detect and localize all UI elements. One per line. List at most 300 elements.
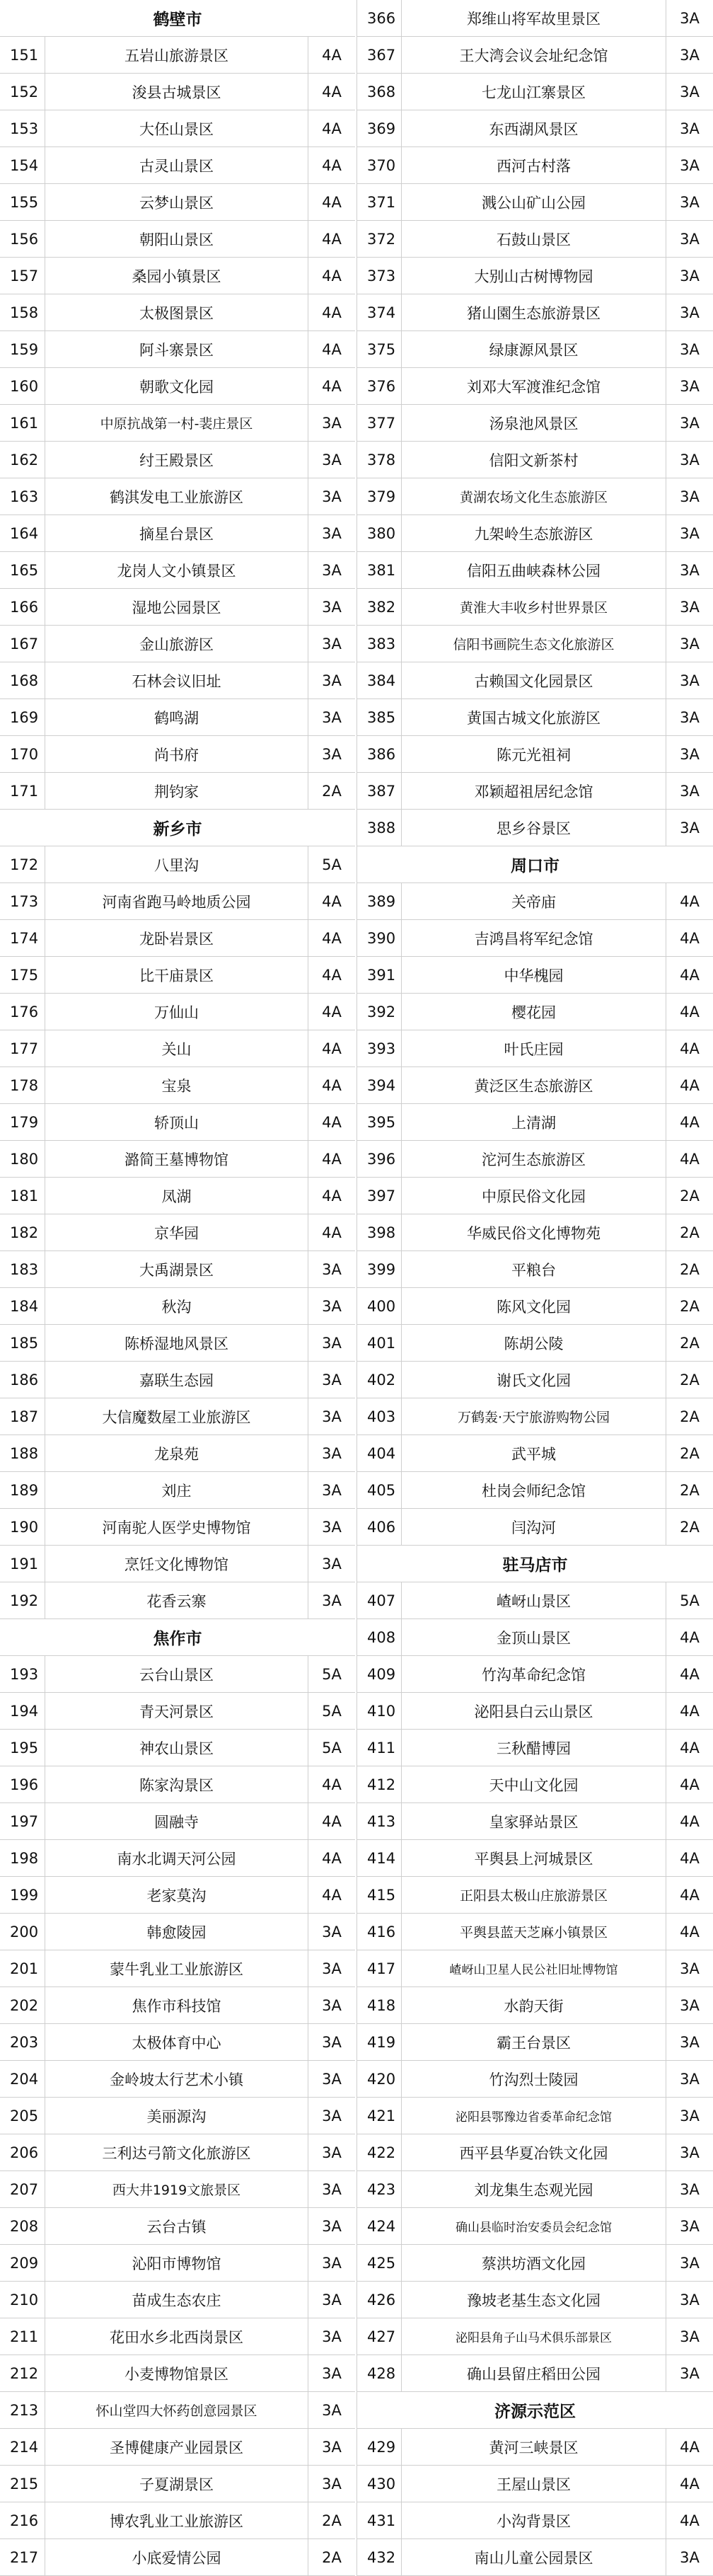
table-row: [0, 1362, 355, 1398]
table-row: [356, 773, 713, 810]
rating-level: 3A: [680, 2070, 700, 2088]
row-number: 385: [356, 699, 402, 735]
scenic-spot-name: 摘星台景区: [45, 515, 308, 551]
rating-level: 4A: [322, 1187, 342, 1204]
table-row: [0, 1214, 355, 1251]
row-number: 377: [356, 405, 402, 441]
rating-level: 3A: [680, 524, 700, 542]
row-number: 423: [356, 2171, 402, 2207]
scenic-spot-name: 万鹤轰·天宁旅游购物公园: [402, 1398, 666, 1434]
scenic-spot-name: 老家莫沟: [45, 1877, 308, 1913]
scenic-spot-name: 大禹湖景区: [45, 1251, 308, 1287]
row-number: 387: [356, 773, 402, 809]
scenic-spot-name: 黄湖农场文化生态旅游区: [402, 478, 666, 514]
scenic-spot-name: 鹤鸣湖: [45, 699, 308, 735]
region-header: [0, 1619, 355, 1656]
table-row: [0, 626, 355, 662]
scenic-spot-name: 东西湖风景区: [402, 110, 666, 146]
rating-level: 5A: [680, 1592, 700, 1609]
table-row: [356, 2061, 713, 2098]
scenic-spot-name: 中华槐园: [402, 957, 666, 993]
scenic-spot-name: 云梦山景区: [45, 184, 308, 220]
scenic-spot-name: 关帝庙: [402, 883, 666, 919]
rating-level: 4A: [322, 156, 342, 174]
scenic-spot-name: 思乡谷景区: [402, 810, 666, 846]
table-row: [356, 147, 713, 184]
table-row: [356, 589, 713, 626]
table-row: [356, 405, 713, 442]
rating-level: 3A: [680, 782, 700, 800]
table-row: [0, 515, 355, 552]
table-row: [0, 2318, 355, 2355]
row-number: 154: [0, 147, 45, 183]
row-number: 204: [0, 2061, 45, 2097]
scenic-spot-name: 嵖岈山卫星人民公社旧址博物馆: [402, 1950, 666, 1986]
row-number: 368: [356, 74, 402, 110]
row-number: 173: [0, 883, 45, 919]
scenic-spot-name: 溅公山矿山公园: [402, 184, 666, 220]
scenic-spot-name: 泌阳县白云山景区: [402, 1693, 666, 1729]
row-number: 153: [0, 110, 45, 146]
rating-level: 3A: [322, 2438, 342, 2456]
table-row: [0, 1546, 355, 1582]
rating-level: 4A: [322, 929, 342, 947]
table-row: [356, 2282, 713, 2318]
table-row: [356, 2208, 713, 2245]
row-number: 375: [356, 331, 402, 367]
row-number: 184: [0, 1288, 45, 1324]
row-number: 169: [0, 699, 45, 735]
row-number: 202: [0, 1987, 45, 2023]
scenic-spot-name: 河南省跑马岭地质公园: [45, 883, 308, 919]
row-number: 408: [356, 1619, 402, 1655]
table-row: [0, 699, 355, 736]
rating-level: 3A: [680, 2144, 700, 2161]
region-header: [356, 1546, 713, 1582]
rating-level: 4A: [322, 892, 342, 910]
table-row: [356, 662, 713, 699]
table-row: [0, 331, 355, 368]
row-number: 159: [0, 331, 45, 367]
table-row: [356, 1030, 713, 1067]
rating-level: 4A: [680, 2512, 700, 2529]
scenic-spot-name: 西平县华夏冶铁文化园: [402, 2134, 666, 2170]
table-row: [0, 662, 355, 699]
table-row: [356, 1251, 713, 1288]
table-row: [356, 1656, 713, 1693]
rating-level: 2A: [680, 1187, 700, 1204]
row-number: 373: [356, 258, 402, 294]
table-row: [0, 2098, 355, 2134]
rating-level: 4A: [680, 1150, 700, 1168]
rating-level: 4A: [680, 1628, 700, 1646]
row-number: 186: [0, 1362, 45, 1398]
row-number: 183: [0, 1251, 45, 1287]
table-row: [0, 1435, 355, 1472]
table-row: [356, 1214, 713, 1251]
table-row: [0, 1067, 355, 1104]
row-number: 418: [356, 1987, 402, 2023]
scenic-spot-name: 蒙牛乳业工业旅游区: [45, 1950, 308, 1986]
table-row: [0, 1251, 355, 1288]
rating-level: 4A: [322, 83, 342, 100]
scenic-spot-name: 郑维山将军故里景区: [402, 0, 666, 36]
rating-level: 3A: [322, 2107, 342, 2124]
row-number: 395: [356, 1104, 402, 1140]
row-number: 384: [356, 662, 402, 698]
row-number: 207: [0, 2171, 45, 2207]
scenic-spot-name: 叶氏庄园: [402, 1030, 666, 1066]
rating-level: 2A: [680, 1444, 700, 1462]
row-number: 430: [356, 2466, 402, 2502]
rating-level: 4A: [680, 929, 700, 947]
scenic-spot-name: 沁阳市博物馆: [45, 2245, 308, 2281]
scenic-spot-name: 博农乳业工业旅游区: [45, 2502, 308, 2538]
row-number: 403: [356, 1398, 402, 1434]
table-row: [356, 1877, 713, 1914]
rating-level: 2A: [322, 2548, 342, 2566]
row-number: 400: [356, 1288, 402, 1324]
scenic-spot-name: 纣王殿景区: [45, 442, 308, 478]
row-number: 155: [0, 184, 45, 220]
scenic-spot-name: 花香云寨: [45, 1582, 308, 1618]
scenic-spot-name: 闫沟河: [402, 1509, 666, 1545]
table-row: [356, 1766, 713, 1803]
row-number: 413: [356, 1803, 402, 1839]
scenic-spot-name: 子夏湖景区: [45, 2466, 308, 2502]
rating-level: 4A: [680, 1776, 700, 1793]
table-row: [356, 1141, 713, 1178]
table-row: [0, 2061, 355, 2098]
scenic-spot-name: 蔡洪坊酒文化园: [402, 2245, 666, 2281]
scenic-spot-name: 中原民俗文化园: [402, 1178, 666, 1214]
scenic-spot-name: 陈桥湿地风景区: [45, 1325, 308, 1361]
row-number: 178: [0, 1067, 45, 1103]
table-row: [0, 1766, 355, 1803]
row-number: 216: [0, 2502, 45, 2538]
row-number: 398: [356, 1214, 402, 1250]
table-row: [0, 2245, 355, 2282]
row-number: 209: [0, 2245, 45, 2281]
rating-level: 3A: [680, 340, 700, 358]
row-number: 158: [0, 294, 45, 330]
row-number: 182: [0, 1214, 45, 1250]
row-number: 425: [356, 2245, 402, 2281]
rating-level: 3A: [322, 1592, 342, 1609]
scenic-spot-name: 云台古镇: [45, 2208, 308, 2244]
table-row: [356, 1362, 713, 1398]
rating-level: 3A: [322, 1996, 342, 2014]
rating-level: 4A: [680, 1113, 700, 1131]
row-number: 406: [356, 1509, 402, 1545]
scenic-spot-name: 天中山文化园: [402, 1766, 666, 1802]
scenic-spot-name: 湿地公园景区: [45, 589, 308, 625]
table-row: [356, 1950, 713, 1987]
scenic-spot-name: 谢氏文化园: [402, 1362, 666, 1398]
scenic-spot-name: 金岭坡太行艺术小镇: [45, 2061, 308, 2097]
table-row: [356, 37, 713, 74]
row-number: 412: [356, 1766, 402, 1802]
row-number: 417: [356, 1950, 402, 1986]
scenic-spot-name: 朝阳山景区: [45, 221, 308, 257]
rating-level: 3A: [680, 2033, 700, 2051]
table-row: [0, 1840, 355, 1877]
rating-level: 3A: [680, 2180, 700, 2198]
scenic-spot-name: 秋沟: [45, 1288, 308, 1324]
scenic-spot-name: 黄淮大丰收乡村世界景区: [402, 589, 666, 625]
rating-level: 4A: [322, 120, 342, 137]
table-row: [0, 1656, 355, 1693]
row-number: 200: [0, 1914, 45, 1950]
rating-level: 3A: [322, 1334, 342, 1352]
scenic-spot-name: 杜岗会师纪念馆: [402, 1472, 666, 1508]
table-row: [356, 368, 713, 405]
rating-level: 4A: [322, 1040, 342, 1057]
rating-level: 4A: [322, 1003, 342, 1020]
scenic-spot-name: 五岩山旅游景区: [45, 37, 308, 73]
row-number: 188: [0, 1435, 45, 1471]
scenic-spot-name: 竹沟烈士陵园: [402, 2061, 666, 2097]
rating-level: 3A: [680, 708, 700, 726]
row-number: 392: [356, 994, 402, 1030]
row-number: 181: [0, 1178, 45, 1214]
row-number: 194: [0, 1693, 45, 1729]
region-header: [356, 2392, 713, 2429]
row-number: 402: [356, 1362, 402, 1398]
table-row: [356, 2098, 713, 2134]
table-row: [356, 184, 713, 221]
row-number: 391: [356, 957, 402, 993]
scenic-spot-name: 鹤淇发电工业旅游区: [45, 478, 308, 514]
row-number: 374: [356, 294, 402, 330]
rating-level: 4A: [322, 46, 342, 64]
rating-level: 4A: [322, 1849, 342, 1867]
rating-level: 3A: [680, 9, 700, 27]
scenic-spot-name: 嘉联生态园: [45, 1362, 308, 1398]
table-row: [0, 1178, 355, 1214]
scenic-spot-name: 邓颖超祖居纪念馆: [402, 773, 666, 809]
table-row: [356, 1987, 713, 2024]
rating-level: 4A: [322, 267, 342, 284]
table-row: [356, 258, 713, 294]
scenic-spot-name: 花田水乡北西岗景区: [45, 2318, 308, 2354]
region-header: [356, 846, 713, 883]
rating-level: 3A: [322, 1408, 342, 1425]
table-row: [0, 2355, 355, 2392]
row-number: 167: [0, 626, 45, 662]
table-row: [0, 1509, 355, 1546]
table-row: [356, 1582, 713, 1619]
row-number: 151: [0, 37, 45, 73]
table-row: [356, 736, 713, 773]
row-number: 378: [356, 442, 402, 478]
table-row: [356, 515, 713, 552]
rating-level: 2A: [680, 1224, 700, 1241]
row-number: 428: [356, 2355, 402, 2391]
rating-level: 3A: [322, 1481, 342, 1499]
rating-level: 3A: [322, 2254, 342, 2272]
scenic-spot-name: 轿顶山: [45, 1104, 308, 1140]
table-row: [0, 2171, 355, 2208]
table-row: [356, 294, 713, 331]
table-row: [0, 1104, 355, 1141]
scenic-spot-name: 河南驼人医学史博物馆: [45, 1509, 308, 1545]
rating-level: 4A: [680, 966, 700, 984]
table-row: [0, 552, 355, 589]
table-row: [356, 2318, 713, 2355]
scenic-spot-name: 韩愈陵园: [45, 1914, 308, 1950]
scenic-spot-name: 陈风文化园: [402, 1288, 666, 1324]
scenic-spot-name: 泌阳县鄂豫边省委革命纪念馆: [402, 2098, 666, 2134]
row-number: 379: [356, 478, 402, 514]
rating-level: 4A: [680, 2475, 700, 2492]
row-number: 420: [356, 2061, 402, 2097]
scenic-spot-name: 大别山古树博物园: [402, 258, 666, 294]
rating-level: 3A: [322, 2144, 342, 2161]
rating-level: 4A: [680, 2438, 700, 2456]
scenic-spot-name: 刘龙集生态观光园: [402, 2171, 666, 2207]
scenic-spot-name: 豫坡老基生态文化园: [402, 2282, 666, 2318]
rating-level: 3A: [322, 598, 342, 616]
rating-level: 4A: [322, 340, 342, 358]
scenic-spot-name: 西河古村落: [402, 147, 666, 183]
scenic-spot-name: 潞简王墓博物馆: [45, 1141, 308, 1177]
scenic-spot-name: 黄河三峡景区: [402, 2429, 666, 2465]
table-row: [356, 2134, 713, 2171]
scenic-spot-name: 圆融寺: [45, 1803, 308, 1839]
row-number: 177: [0, 1030, 45, 1066]
table-row: [356, 1730, 713, 1766]
scenic-spot-name: 八里沟: [45, 846, 308, 882]
scenic-spot-name: 陈胡公陵: [402, 1325, 666, 1361]
table-row: [0, 1141, 355, 1178]
row-number: 201: [0, 1950, 45, 1986]
rating-level: 3A: [680, 1960, 700, 1977]
rating-level: 2A: [680, 1260, 700, 1278]
rating-level: 3A: [680, 2291, 700, 2308]
table-row: [356, 699, 713, 736]
table-row: [356, 1288, 713, 1325]
table-row: [356, 1509, 713, 1546]
row-number: 393: [356, 1030, 402, 1066]
table-row: [356, 2355, 713, 2392]
table-row: [356, 221, 713, 258]
scenic-spot-name: 猪山園生态旅游景区: [402, 294, 666, 330]
scenic-spot-name: 确山县留庄稻田公园: [402, 2355, 666, 2391]
rating-level: 3A: [680, 2364, 700, 2382]
table-row: [356, 883, 713, 920]
row-number: 170: [0, 736, 45, 772]
scenic-spot-name: 怀山堂四大怀药创意园景区: [45, 2392, 308, 2428]
rating-level: 3A: [322, 745, 342, 763]
table-row: [0, 589, 355, 626]
scenic-spot-name: 华威民俗文化博物苑: [402, 1214, 666, 1250]
row-number: 407: [356, 1582, 402, 1618]
scenic-spot-name: 大伾山景区: [45, 110, 308, 146]
table-row: [0, 405, 355, 442]
rating-level: 4A: [680, 1665, 700, 1683]
table-row: [356, 626, 713, 662]
row-number: 404: [356, 1435, 402, 1471]
row-number: 411: [356, 1730, 402, 1766]
scenic-spot-name: 龙卧岩景区: [45, 920, 308, 956]
scenic-spot-name: 万仙山: [45, 994, 308, 1030]
scenic-spot-name: 小底爱情公园: [45, 2539, 308, 2575]
scenic-spot-name: 太极图景区: [45, 294, 308, 330]
table-row: [356, 2429, 713, 2466]
rating-level: 4A: [322, 1886, 342, 1904]
row-number: 185: [0, 1325, 45, 1361]
scenic-spot-name: 信阳文新茶村: [402, 442, 666, 478]
scenic-spot-name: 金顶山景区: [402, 1619, 666, 1655]
rating-level: 4A: [680, 1886, 700, 1904]
rating-level: 5A: [322, 1739, 342, 1756]
scenic-spot-name: 嵖岈山景区: [402, 1582, 666, 1618]
region-name: 新乡市: [153, 820, 202, 839]
rating-level: 2A: [680, 1481, 700, 1499]
rating-level: 3A: [322, 488, 342, 505]
row-number: 422: [356, 2134, 402, 2170]
rating-level: 3A: [680, 488, 700, 505]
row-number: 198: [0, 1840, 45, 1876]
row-number: 217: [0, 2539, 45, 2575]
scenic-spot-name: 信阳书画院生态文化旅游区: [402, 626, 666, 662]
rating-level: 5A: [322, 1702, 342, 1720]
rating-level: 3A: [680, 230, 700, 248]
row-number: 193: [0, 1656, 45, 1692]
table-row: [0, 1325, 355, 1362]
region-name: 驻马店市: [502, 1556, 568, 1575]
row-number: 187: [0, 1398, 45, 1434]
rating-level: 4A: [322, 1113, 342, 1131]
row-number: 157: [0, 258, 45, 294]
table-row: [356, 1178, 713, 1214]
rating-level: 4A: [322, 230, 342, 248]
scenic-spot-name: 龙泉苑: [45, 1435, 308, 1471]
scenic-spot-name: 凤湖: [45, 1178, 308, 1214]
row-number: 367: [356, 37, 402, 73]
rating-level: 4A: [322, 304, 342, 321]
rating-level: 4A: [680, 892, 700, 910]
rating-level: 3A: [322, 672, 342, 689]
row-number: 427: [356, 2318, 402, 2354]
scenic-spot-name: 竹沟革命纪念馆: [402, 1656, 666, 1692]
rating-level: 4A: [322, 966, 342, 984]
rating-level: 3A: [680, 156, 700, 174]
rating-level: 2A: [322, 782, 342, 800]
table-row: [0, 184, 355, 221]
scenic-spot-name: 京华园: [45, 1214, 308, 1250]
row-number: 156: [0, 221, 45, 257]
row-number: 176: [0, 994, 45, 1030]
row-number: 386: [356, 736, 402, 772]
table-row: [0, 258, 355, 294]
rating-level: 3A: [680, 304, 700, 321]
rating-level: 4A: [680, 1040, 700, 1057]
scenic-spot-name: 沱河生态旅游区: [402, 1141, 666, 1177]
table-row: [0, 2024, 355, 2061]
rating-level: 3A: [680, 46, 700, 64]
rating-level: 4A: [680, 1076, 700, 1094]
region-name: 焦作市: [153, 1630, 202, 1648]
row-number: 426: [356, 2282, 402, 2318]
row-number: 162: [0, 442, 45, 478]
rating-level: 3A: [680, 377, 700, 395]
row-number: 213: [0, 2392, 45, 2428]
row-number: 214: [0, 2429, 45, 2465]
rating-level: 3A: [322, 2180, 342, 2198]
scenic-spot-name: 黄国古城文化旅游区: [402, 699, 666, 735]
